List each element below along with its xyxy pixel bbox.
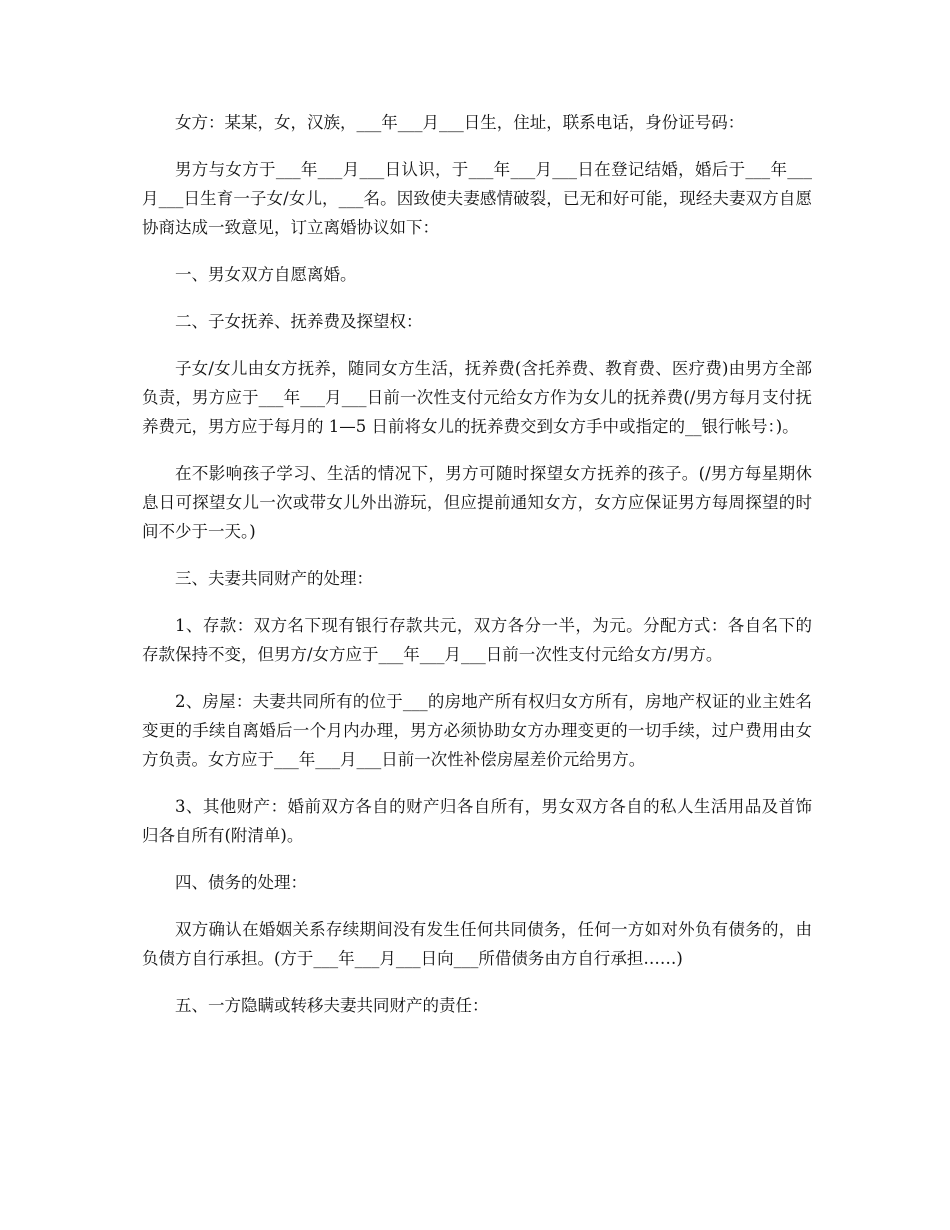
paragraph-child-support: 子女/女儿由女方抚养，随同女方生活，抚养费(含托养费、教育费、医疗费)由男方全部负责，男方应于___年___月___日前一次性支付元给女方作为女儿的抚养费(/男方每月支付抚养费元，男方应于每月的 1—5 日前将女儿的抚养费交到女方手中或指定的__银行帐号：)。 bbox=[142, 359, 812, 436]
paragraph-clause-3-heading: 三、夫妻共同财产的处理： bbox=[175, 569, 373, 588]
paragraph-debts: 双方确认在婚姻关系存续期间没有发生任何共同债务，任何一方如对外负有债务的，由负债方自行承担。(方于___年___月___日向___所借债务由方自行承担……) bbox=[142, 920, 812, 968]
paragraph-other-property: 3、其他财产：婚前双方各自的财产归各自所有，男女双方各自的私人生活用品及首饰归各自所有(附清单)。 bbox=[142, 797, 812, 845]
paragraph-clause-5-heading: 五、一方隐瞒或转移夫妻共同财产的责任： bbox=[175, 996, 489, 1015]
paragraph-wife-info: 女方：某某，女，汉族，___年___月___日生，住址，联系电话，身份证号码： bbox=[175, 113, 745, 132]
paragraph-marriage-background: 男方与女方于___年___月___日认识，于___年___月___日在登记结婚，婚后于___年___月___日生育一子女/女儿，___名。因致使夫妻感情破裂，已无和好可能，现经夫妻双方自愿协商达成一致意见，订立离婚协议如下： bbox=[142, 160, 812, 237]
paragraph-clause-2-heading: 二、子女抚养、抚养费及探望权： bbox=[175, 312, 423, 331]
document-body bbox=[142, 108, 812, 1038]
paragraph-deposits: 1、存款：双方名下现有银行存款共元，双方各分一半，为元。分配方式：各自名下的存款保持不变，但男方/女方应于___年___月___日前一次性支付元给女方/男方。 bbox=[142, 616, 812, 664]
paragraph-visitation: 在不影响孩子学习、生活的情况下，男方可随时探望女方抚养的孩子。(/男方每星期休息日可探望女儿一次或带女儿外出游玩，但应提前通知女方，女方应保证男方每周探望的时间不少于一天。) bbox=[142, 464, 812, 541]
paragraph-clause-4-heading: 四、债务的处理： bbox=[175, 873, 307, 892]
paragraph-clause-1: 一、男女双方自愿离婚。 bbox=[175, 265, 357, 284]
paragraph-housing: 2、房屋：夫妻共同所有的位于___的房地产所有权归女方所有，房地产权证的业主姓名变更的手续自离婚后一个月内办理，男方必须协助女方办理变更的一切手续，过户费用由女方负责。女方应于___年___月___日前一次性补偿房屋差价元给男方。 bbox=[142, 692, 812, 769]
